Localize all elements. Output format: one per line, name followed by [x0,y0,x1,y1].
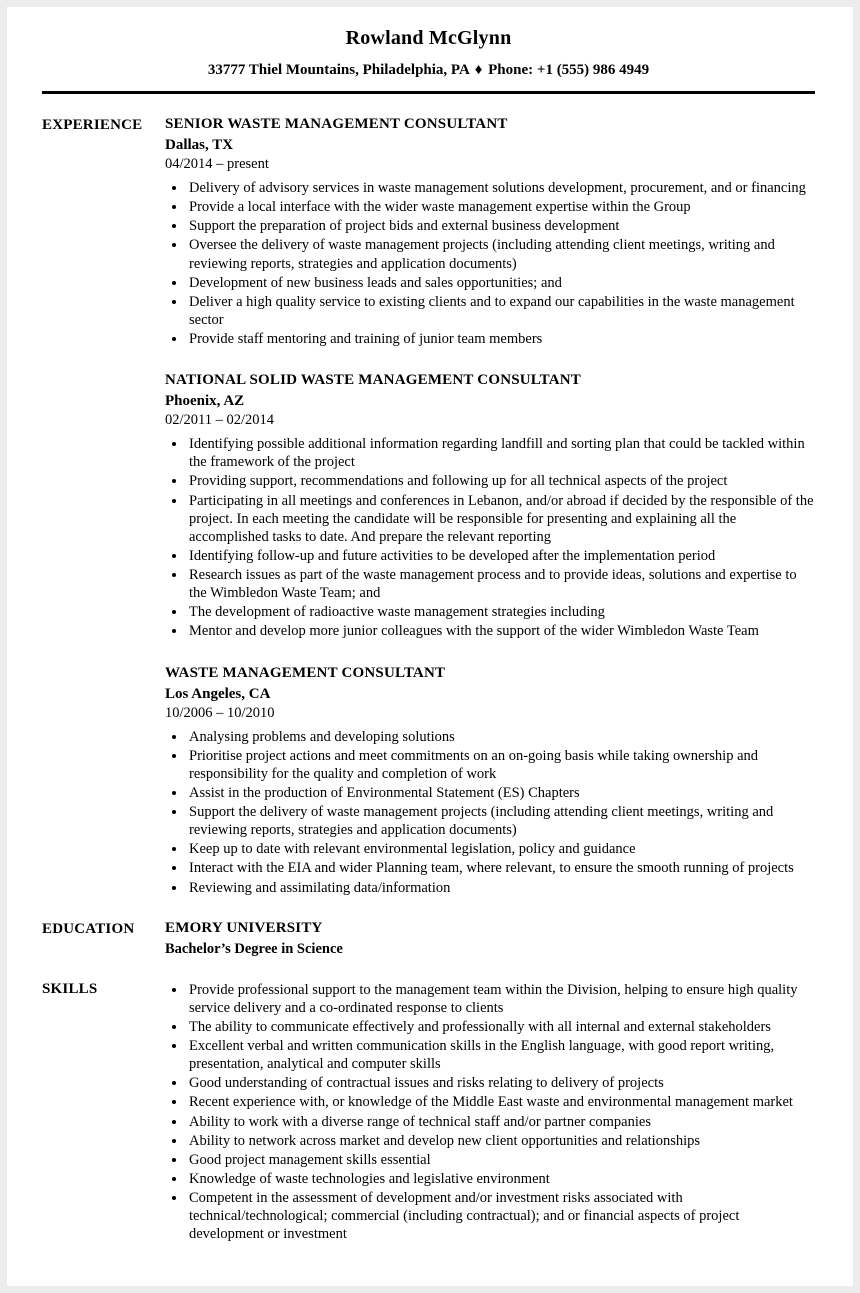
education-section [42,920,815,958]
bullet-item: • Oversee the delivery of waste management projects (including attending client meetings, writing and reviewing reports, strategies and application documents) [187,236,815,272]
bullet-item: • Good project management skills essential [187,1151,815,1169]
diamond-separator-icon: ♦ [474,62,483,78]
bullet-item: • Recent experience with, or knowledge of the Middle East waste and environmental management market [187,1093,815,1111]
job-dates: 02/2011 – 02/2014 [165,412,275,429]
bullet-item: • Good understanding of contractual issues and risks relating to delivery of projects [187,1074,815,1092]
job-entry [165,665,815,897]
bullet-item: • Delivery of advisory services in waste management solutions development, procurement, and or financing [187,179,815,197]
bullet-item: • Support the delivery of waste management projects (including attending client meetings, writing and reviewing reports, strategies and application documents) [187,803,815,839]
job-bullet-list [165,179,815,348]
section-label-education: EDUCATION [42,920,135,937]
section-label-experience: EXPERIENCE [42,117,143,133]
bullet-item: • Interact with the EIA and wider Planning team, where relevant, to ensure the smooth running of projects [187,859,815,877]
experience-content [165,116,815,898]
bullet-item: • Keep up to date with relevant environmental legislation, policy and guidance [187,840,815,858]
bullet-item: • Identifying follow-up and future activities to be developed after the implementation period [187,547,815,565]
job-title: SENIOR WASTE MANAGEMENT CONSULTANT [165,116,508,132]
bullet-item: • Provide a local interface with the wider waste management expertise within the Group [187,198,815,216]
bullet-item: • Analysing problems and developing solutions [187,728,815,746]
skills-bullet-list [165,981,815,1244]
bullet-item: • Provide staff mentoring and training of junior team members [187,330,815,348]
resume-page [7,7,853,1286]
header-rule [42,91,815,94]
job-location: Los Angeles, CA [165,685,271,702]
contact-line [42,62,815,79]
bullet-item: • Mentor and develop more junior colleagues with the support of the wider Wimbledon Waste Team [187,622,815,640]
bullet-item: • Development of new business leads and sales opportunities; and [187,274,815,292]
bullet-item: • Deliver a high quality service to existing clients and to expand our capabilities in the waste management sector [187,293,815,329]
job-title: WASTE MANAGEMENT CONSULTANT [165,664,446,681]
job-entry [165,372,815,640]
bullet-item: • Reviewing and assimilating data/information [187,879,815,897]
job-location: Dallas, TX [165,137,234,153]
bullet-item: • Participating in all meetings and conferences in Lebanon, and/or abroad if decided by the responsible of the project. In each meeting the candidate will be responsible for presenting and explaining all the accomplished tasks to date. And prepare the relevant reporting [187,492,815,546]
contact-address: 33777 Thiel Mountains, Philadelphia, PA [207,62,469,78]
job-dates: 04/2014 – present [165,156,269,172]
skills-section [42,980,815,1245]
bullet-item: • Prioritise project actions and meet commitments on an on-going basis while taking ownership and responsibility for the quality and completion of work [187,747,815,783]
bullet-item: • Competent in the assessment of development and/or investment risks associated with technical/technological; commercial (including contractual); and or financial aspects of project development or investment [187,1189,815,1243]
bullet-item: • Excellent verbal and written communication skills in the English language, with good report writing, presentation, analytical and computer skills [187,1037,815,1073]
bullet-item: • The ability to communicate effectively and professionally with all internal and external stakeholders [187,1018,815,1036]
person-name: Rowland McGlynn [345,27,512,49]
bullet-item: • Research issues as part of the waste management process and to provide ideas, solutions and expertise to the Wimbledon Waste Team; and [187,566,815,602]
bullet-item: • Ability to network across market and develop new client opportunities and relationships [187,1132,815,1150]
job-bullet-list [165,728,815,897]
education-school: EMORY UNIVERSITY [165,919,323,936]
section-label-skills: SKILLS [42,980,98,997]
education-degree: Bachelor’s Degree in Science [165,940,343,957]
job-entry [165,116,815,348]
contact-phone: Phone: +1 (555) 986 4949 [488,62,650,78]
job-title: NATIONAL SOLID WASTE MANAGEMENT CONSULTANT [165,372,581,389]
job-bullet-list [165,435,815,640]
bullet-item: • Providing support, recommendations and following up for all technical aspects of the project [187,472,815,490]
bullet-item: • Knowledge of waste technologies and legislative environment [187,1170,815,1188]
bullet-item: • Identifying possible additional information regarding landfill and sorting plan that could be tackled within the framework of the project [187,435,815,471]
bullet-item: • The development of radioactive waste management strategies including [187,603,815,621]
experience-section [42,116,815,898]
bullet-item: • Ability to work with a diverse range of technical staff and/or partner companies [187,1113,815,1131]
bullet-item: • Assist in the production of Environmental Statement (ES) Chapters [187,784,815,802]
job-location: Phoenix, AZ [165,393,245,410]
bullet-item: • Provide professional support to the management team within the Division, helping to ensure high quality service delivery and a co-ordinated response to clients [187,981,815,1017]
bullet-item: • Support the preparation of project bids and external business development [187,217,815,235]
skills-content [165,980,815,1245]
job-dates: 10/2006 – 10/2010 [165,704,275,721]
resume-header [42,27,815,94]
education-content [165,920,815,958]
